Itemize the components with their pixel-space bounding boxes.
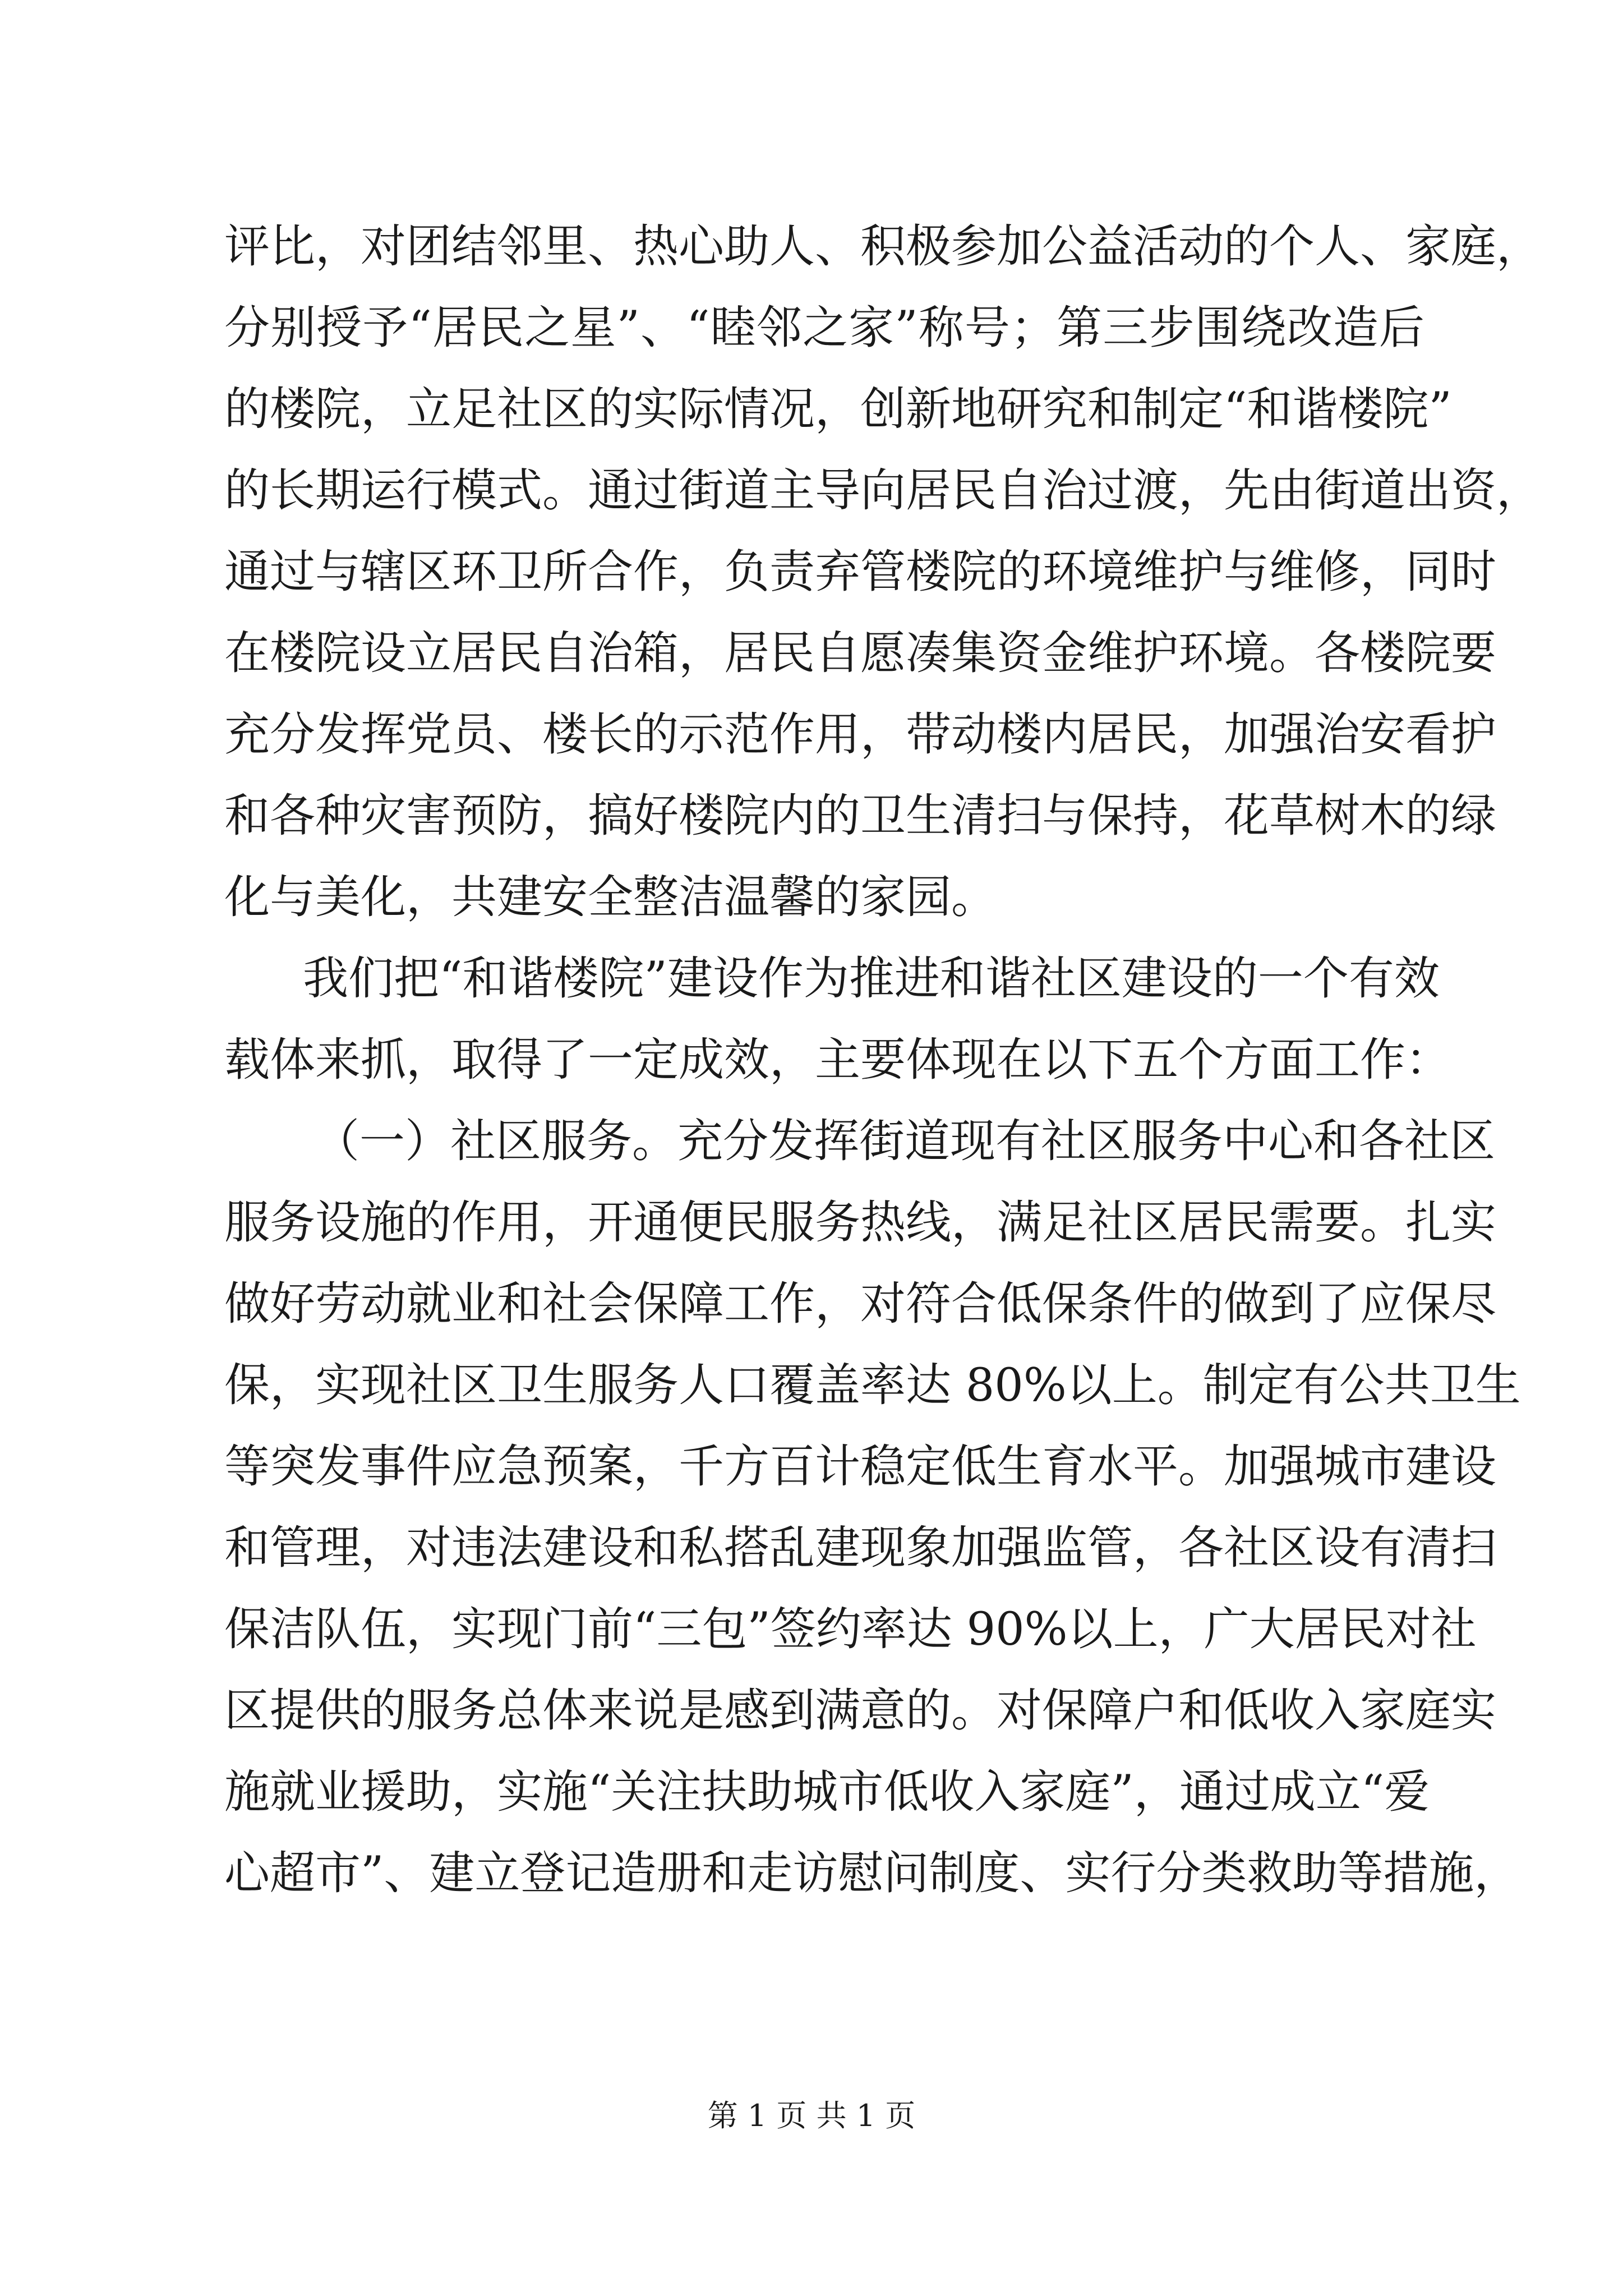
text-line: 充分发挥党员、楼长的示范作用，带动楼内居民，加强治安看护 bbox=[224, 708, 1497, 761]
text-line: 保洁队伍，实现门前“三包”签约率达 90%以上，广大居民对社 bbox=[224, 1603, 1477, 1656]
text-line: 载体来抓，取得了一定成效，主要体现在以下五个方面工作： bbox=[224, 1034, 1451, 1087]
text-line: 和管理，对违法建设和私搭乱建现象加强监管，各社区设有清扫 bbox=[224, 1522, 1497, 1575]
text-line: 我们把“和谐楼院”建设作为推进和谐社区建设的一个有效 bbox=[303, 953, 1440, 1005]
text-line: 化与美化，共建安全整洁温馨的家园。 bbox=[224, 871, 997, 924]
text-line: 和各种灾害预防，搞好楼院内的卫生清扫与保持，花草树木的绿 bbox=[224, 790, 1497, 843]
text-line: 的楼院，立足社区的实际情况，创新地研究和制定“和谐楼院” bbox=[224, 383, 1452, 436]
text-line: 施就业援助，实施“关注扶助城市低收入家庭”，通过成立“爱 bbox=[224, 1766, 1430, 1819]
page-number-footer: 第 1 页 共 1 页 bbox=[707, 2098, 916, 2133]
text-line: 区提供的服务总体来说是感到满意的。对保障户和低收入家庭实 bbox=[224, 1685, 1497, 1737]
text-line: 服务设施的作用，开通便民服务热线，满足社区居民需要。扎实 bbox=[224, 1197, 1497, 1249]
text-line: （一）社区服务。充分发挥街道现有社区服务中心和各社区 bbox=[314, 1115, 1496, 1168]
text-line: 通过与辖区环卫所合作，负责弃管楼院的环境维护与维修，同时 bbox=[224, 546, 1497, 599]
text-line: 评比，对团结邻里、热心助人、积极参加公益活动的个人、家庭， bbox=[224, 220, 1542, 273]
text-line: 分别授予“居民之星”、“睦邻之家”称号；第三步围绕改造后 bbox=[224, 302, 1424, 355]
text-line: 等突发事件应急预案，千方百计稳定低生育水平。加强城市建设 bbox=[224, 1441, 1497, 1493]
text-line: 在楼院设立居民自治箱，居民自愿凑集资金维护环境。各楼院要 bbox=[224, 627, 1497, 680]
text-line: 保，实现社区卫生服务人口覆盖率达 80%以上。制定有公共卫生 bbox=[224, 1359, 1521, 1412]
text-line: 做好劳动就业和社会保障工作，对符合低保条件的做到了应保尽 bbox=[224, 1278, 1497, 1331]
text-line: 心超市”、建立登记造册和走访慰问制度、实行分类救助等措施， bbox=[224, 1847, 1520, 1900]
text-line: 的长期运行模式。通过街道主导向居民自治过渡，先由街道出资， bbox=[224, 464, 1542, 517]
